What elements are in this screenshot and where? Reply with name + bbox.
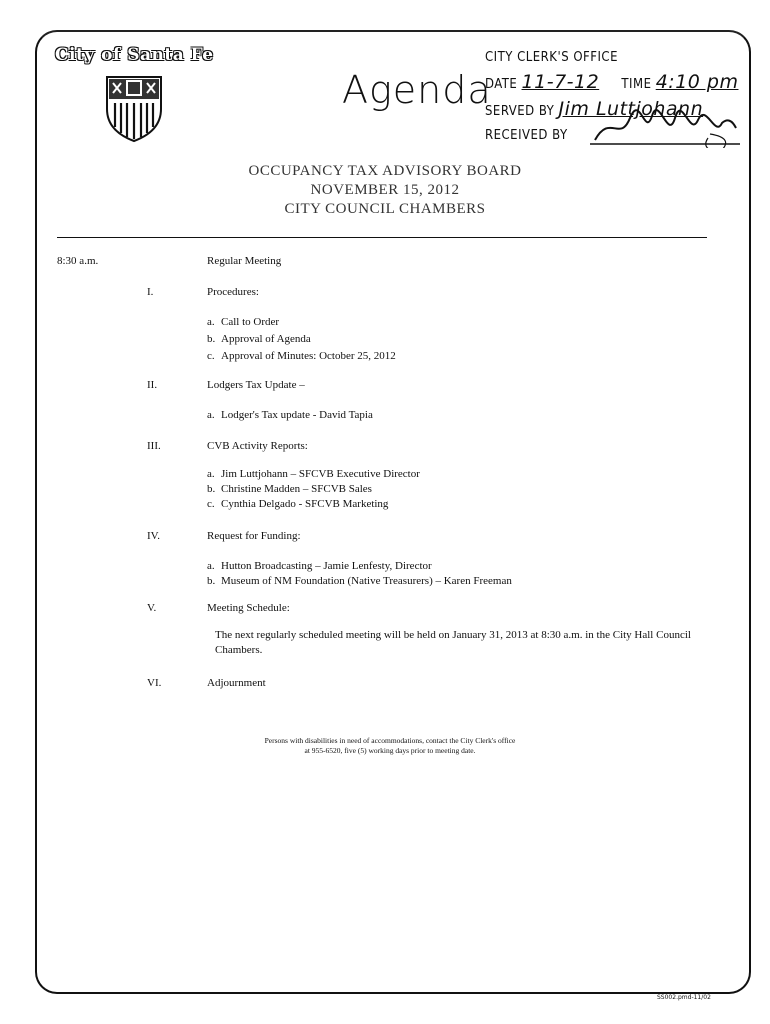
agenda-item — [207, 560, 432, 572]
city-name: City of Santa Fe — [55, 45, 214, 65]
item-text: Approval of Minutes: October 25, 2012 — [221, 350, 396, 362]
section-title: Meeting Schedule: — [207, 602, 290, 614]
agenda-item — [207, 333, 311, 345]
agenda-item — [207, 409, 373, 421]
meeting-heading — [150, 162, 620, 219]
board-name: OCCUPANCY TAX ADVISORY BOARD — [248, 163, 522, 179]
item-letter: a. — [207, 316, 215, 328]
item-letter: a. — [207, 468, 215, 480]
form-code: SS002.pmd-11/02 — [657, 994, 711, 1001]
item-letter: c. — [207, 350, 215, 362]
section-title: Lodgers Tax Update – — [207, 379, 305, 391]
meeting-date: NOVEMBER 15, 2012 — [310, 182, 460, 198]
stamp-received-label: RECEIVED BY — [485, 128, 568, 143]
section-numeral: I. — [147, 286, 154, 298]
item-text: Approval of Agenda — [221, 333, 311, 345]
accessibility-line: Persons with disabilities in need of accommodations, contact the City Clerk's office — [264, 736, 516, 745]
agenda-item — [207, 316, 279, 328]
item-text: Jim Luttjohann – SFCVB Executive Director — [221, 468, 420, 480]
agenda-item — [207, 483, 372, 495]
meeting-time: 8:30 a.m. — [57, 255, 99, 267]
stamp-date-label: DATE — [485, 77, 518, 92]
item-text: Christine Madden – SFCVB Sales — [221, 483, 372, 495]
stamp-time-label: TIME — [621, 77, 652, 92]
section-numeral: IV. — [147, 530, 160, 542]
section-title: Request for Funding: — [207, 530, 301, 542]
item-letter: a. — [207, 409, 215, 421]
stamp-date-value: 11-7-12 — [521, 71, 600, 93]
meeting-schedule-note: The next regularly scheduled meeting will be held on January 31, 2013 at 8:30 a.m. in the City Hall Council Chambers. — [215, 629, 691, 656]
stamp-date-row — [485, 70, 738, 97]
accessibility-line: at 955-6520, five (5) working days prior to meeting date. — [304, 746, 476, 755]
city-seal-logo — [105, 75, 163, 143]
section-numeral: V. — [147, 602, 157, 614]
agenda-item — [207, 575, 512, 587]
stamp-office: CITY CLERK'S OFFICE — [485, 50, 618, 65]
item-letter: b. — [207, 333, 216, 345]
stamp-served-value: Jim Luttjohann — [558, 98, 704, 120]
signature-scribble — [590, 108, 740, 148]
section-title: Adjournment — [207, 677, 266, 689]
stamp-time-value: 4:10 pm — [655, 71, 739, 93]
document-title: Agenda — [342, 68, 492, 112]
accessibility-notice — [220, 736, 560, 756]
section-numeral: II. — [147, 379, 158, 391]
stamp-served-label: SERVED BY — [485, 104, 555, 119]
section-title: CVB Activity Reports: — [207, 440, 308, 452]
agenda-item — [207, 468, 420, 480]
agenda-item — [207, 498, 388, 510]
item-text: Call to Order — [221, 316, 280, 328]
item-letter: c. — [207, 498, 215, 510]
meeting-type: Regular Meeting — [207, 255, 282, 267]
item-text: Museum of NM Foundation (Native Treasurers) – Karen Freeman — [221, 575, 512, 587]
agenda-item — [207, 350, 396, 362]
meeting-location: CITY COUNCIL CHAMBERS — [284, 201, 486, 217]
item-letter: b. — [207, 483, 216, 495]
item-text: Cynthia Delgado - SFCVB Marketing — [221, 498, 389, 510]
section-numeral: III. — [147, 440, 161, 452]
item-letter: b. — [207, 575, 216, 587]
section-title: Procedures: — [207, 286, 259, 298]
item-text: Hutton Broadcasting – Jamie Lenfesty, Director — [221, 560, 432, 572]
section-numeral: VI. — [147, 677, 162, 689]
header-divider — [57, 237, 707, 238]
item-letter: a. — [207, 560, 215, 572]
item-text: Lodger's Tax update - David Tapia — [221, 409, 373, 421]
